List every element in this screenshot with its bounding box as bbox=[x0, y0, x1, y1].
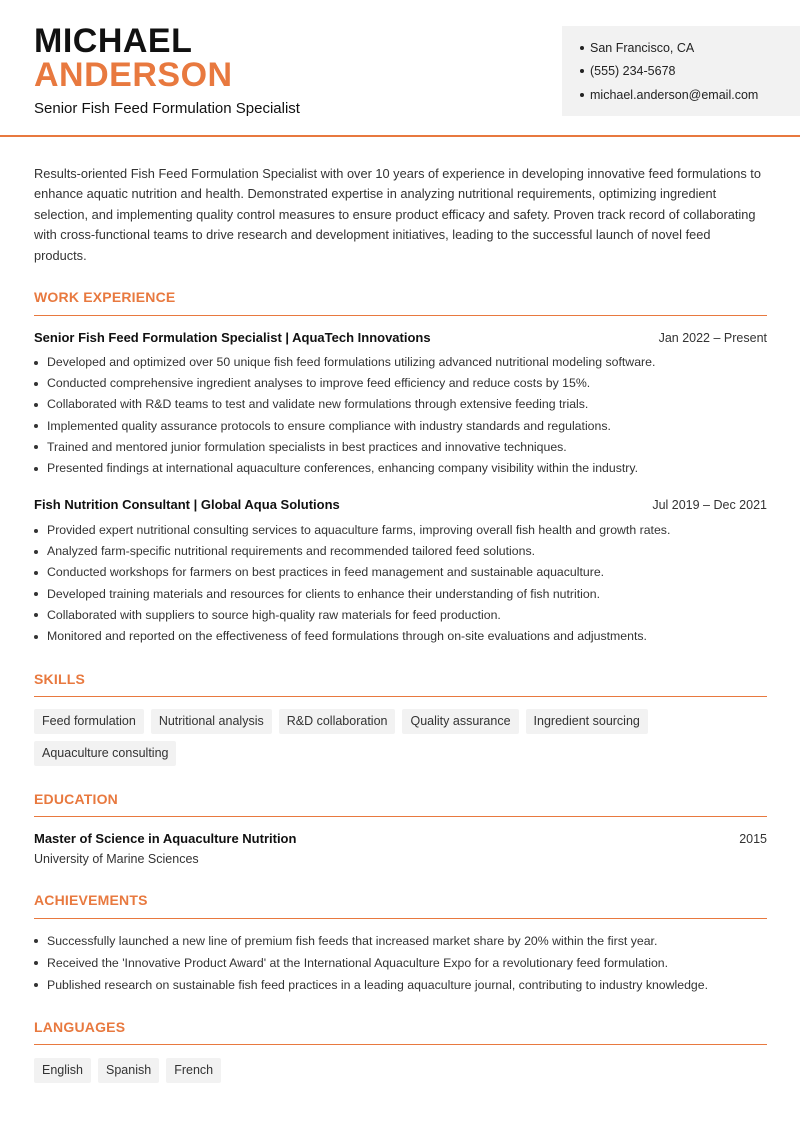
section-title-achievements: ACHIEVEMENTS bbox=[34, 892, 148, 908]
bullet-text: Successfully launched a new line of premium fish feeds that increased market share by 20% within the first year. bbox=[47, 934, 658, 948]
bullet-icon bbox=[580, 69, 584, 73]
list-item bbox=[34, 605, 767, 626]
bullet-text: Developed training materials and resources for clients to enhance their understanding of fish nutrition. bbox=[47, 586, 600, 601]
list-item bbox=[34, 952, 767, 974]
bullet-text: Received the 'Innovative Product Award' at the International Aquaculture Expo for a revolutionary feed formulation. bbox=[47, 956, 669, 970]
skill-chip: Feed formulation bbox=[34, 709, 144, 734]
bullet-text: Presented findings at international aquaculture conferences, enhancing company visibility within the industry. bbox=[47, 460, 639, 475]
contact-email bbox=[580, 83, 800, 107]
school: University of Marine Sciences bbox=[34, 852, 199, 866]
section-title-languages: LANGUAGES bbox=[34, 1019, 126, 1035]
skills-list bbox=[34, 709, 767, 766]
bullet-icon bbox=[34, 550, 38, 554]
section-divider bbox=[34, 1044, 767, 1045]
job-date: Jan 2022 – Present bbox=[658, 331, 767, 345]
skill-chip: Ingredient sourcing bbox=[526, 709, 648, 734]
list-item bbox=[34, 458, 767, 479]
section-title-work: WORK EXPERIENCE bbox=[34, 289, 176, 305]
list-item bbox=[34, 437, 767, 458]
contact-text: michael.anderson@email.com bbox=[590, 87, 759, 102]
skill-chip: R&D collaboration bbox=[279, 709, 396, 734]
bullet-icon bbox=[34, 403, 38, 407]
list-item bbox=[34, 416, 767, 437]
bullet-icon bbox=[34, 613, 38, 617]
bullet-icon bbox=[34, 361, 38, 365]
bullet-icon bbox=[580, 93, 584, 97]
list-item bbox=[34, 394, 767, 415]
job-bullets bbox=[34, 352, 767, 479]
bullet-icon bbox=[34, 571, 38, 575]
list-item bbox=[34, 373, 767, 394]
contact-phone bbox=[580, 60, 800, 84]
bullet-text: Analyzed farm-specific nutritional requirements and recommended tailored feed solutions. bbox=[47, 544, 536, 559]
summary: Results-oriented Fish Feed Formulation Specialist with over 10 years of experience in developing innovative feed formulations to enhance aquatic nutrition and health. Demonstrated expertise in analyzing nutritional requirements, optimizing ingredient selection, and implementing quality control measures to ensure product efficacy and safety. Proven track record of collaborating with cross-functional teams to drive research and development initiatives, leading to the successful launch of novel feed products. bbox=[34, 166, 761, 263]
bullet-text: Conducted comprehensive ingredient analyses to improve feed efficiency and reduce costs by 15%. bbox=[47, 376, 591, 391]
skill-chip: Quality assurance bbox=[402, 709, 518, 734]
job-title: Senior Fish Feed Formulation Specialist bbox=[34, 100, 300, 117]
bullet-text: Published research on sustainable fish feed practices in a leading aquaculture journal, contributing to industry knowledge. bbox=[47, 978, 709, 992]
bullet-text: Developed and optimized over 50 unique fish feed formulations utilizing advanced nutritional modeling software. bbox=[47, 355, 656, 369]
language-chip: French bbox=[166, 1058, 221, 1083]
bullet-text: Conducted workshops for farmers on best practices in feed management and sustainable aquaculture. bbox=[47, 565, 605, 580]
bullet-text: Provided expert nutritional consulting services to aquaculture farms, improving overall fish health and growth rates. bbox=[47, 523, 671, 537]
list-item bbox=[34, 584, 767, 605]
bullet-text: Implemented quality assurance protocols to ensure compliance with industry standards and regulations. bbox=[47, 418, 611, 433]
list-item bbox=[34, 930, 767, 952]
graduation-year: 2015 bbox=[739, 832, 767, 846]
bullet-icon bbox=[34, 529, 38, 533]
section-title-skills: SKILLS bbox=[34, 671, 85, 687]
language-chip: English bbox=[34, 1058, 91, 1083]
bullet-icon bbox=[34, 635, 38, 639]
job-role: Senior Fish Feed Formulation Specialist | AquaTech Innovations bbox=[34, 330, 431, 345]
bullet-text: Trained and mentored junior formulation specialists in best practices and innovative techniques. bbox=[47, 439, 567, 454]
bullet-icon bbox=[34, 382, 38, 386]
list-item bbox=[34, 352, 767, 373]
degree: Master of Science in Aquaculture Nutrition bbox=[34, 831, 297, 846]
skill-chip: Aquaculture consulting bbox=[34, 741, 176, 766]
contact-text: (555) 234-5678 bbox=[590, 64, 676, 79]
section-title-education: EDUCATION bbox=[34, 791, 118, 807]
section-divider bbox=[34, 696, 767, 697]
list-item bbox=[34, 626, 767, 647]
achievements-list bbox=[34, 930, 767, 996]
bullet-icon bbox=[580, 46, 584, 50]
job-bullets bbox=[34, 520, 767, 647]
section-divider bbox=[34, 816, 767, 817]
section-divider bbox=[34, 315, 767, 316]
bullet-icon bbox=[34, 424, 38, 428]
last-name: ANDERSON bbox=[34, 56, 233, 94]
bullet-text: Collaborated with suppliers to source high-quality raw materials for feed production. bbox=[47, 607, 501, 622]
first-name: MICHAEL bbox=[34, 22, 193, 60]
list-item bbox=[34, 562, 767, 583]
section-divider bbox=[34, 918, 767, 919]
list-item bbox=[34, 974, 767, 996]
job-header bbox=[34, 497, 767, 512]
job-header bbox=[34, 330, 767, 345]
skill-chip: Nutritional analysis bbox=[151, 709, 272, 734]
job-role: Fish Nutrition Consultant | Global Aqua Solutions bbox=[34, 497, 340, 512]
bullet-text: Monitored and reported on the effectiveness of feed formulations through on-site evaluations and adjustments. bbox=[47, 628, 647, 643]
language-chip: Spanish bbox=[98, 1058, 159, 1083]
bullet-icon bbox=[34, 592, 38, 596]
contact-location bbox=[580, 36, 800, 60]
bullet-icon bbox=[34, 467, 38, 471]
education-header bbox=[34, 831, 767, 846]
list-item bbox=[34, 520, 767, 541]
list-item bbox=[34, 541, 767, 562]
contact-box bbox=[562, 26, 800, 116]
bullet-icon bbox=[34, 445, 38, 449]
job-date: Jul 2019 – Dec 2021 bbox=[652, 498, 767, 512]
bullet-icon bbox=[34, 961, 38, 965]
contact-text: San Francisco, CA bbox=[590, 40, 695, 55]
bullet-icon bbox=[34, 983, 38, 987]
bullet-icon bbox=[34, 939, 38, 943]
resume-header bbox=[0, 0, 800, 137]
bullet-text: Collaborated with R&D teams to test and validate new formulations through extensive feeding trials. bbox=[47, 397, 589, 412]
languages-list bbox=[34, 1058, 767, 1083]
